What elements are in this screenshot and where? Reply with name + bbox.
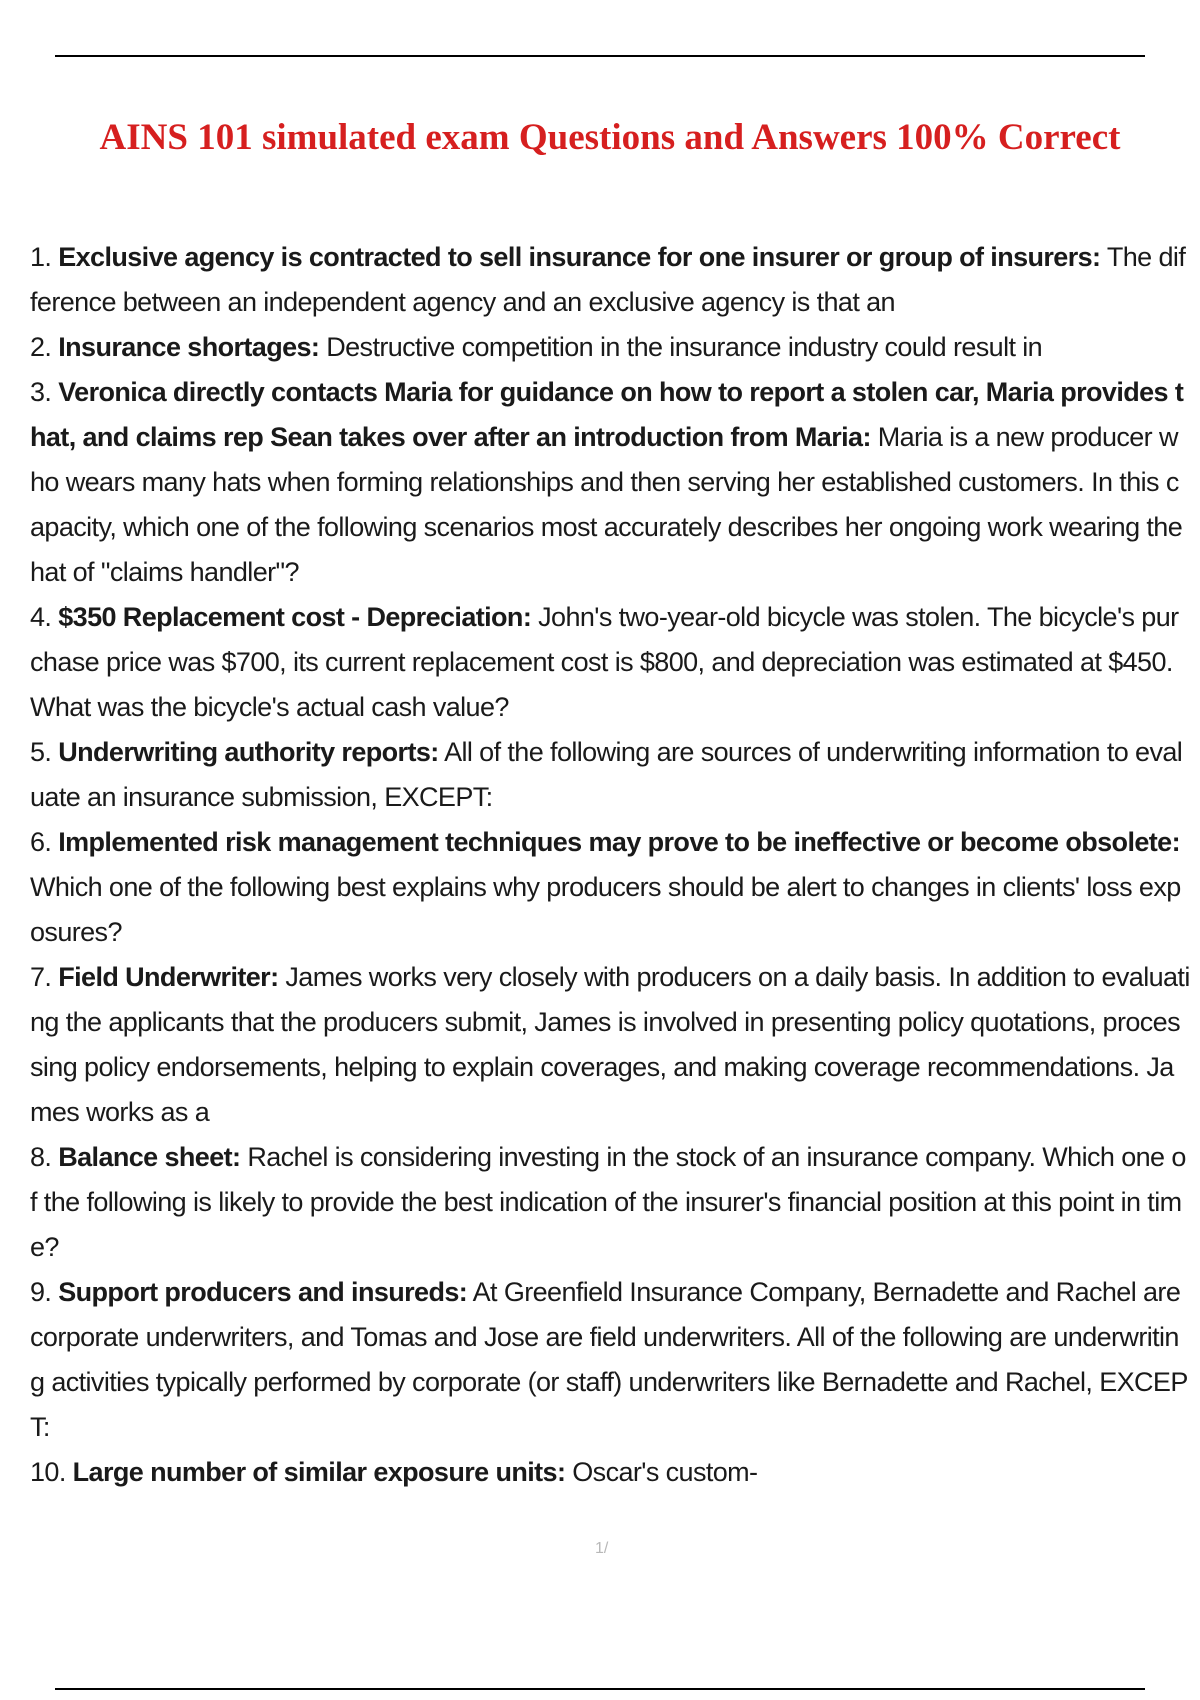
qa-item-text: Maria is a new producer who wears many hats when forming relationships and then serving her established customers. In this capacity, which one of the following scenarios most accurately describes her ongoing work wearing the hat of "claims handler"?: [30, 422, 1183, 587]
qa-item-text: John's two-year-old bicycle was stolen. The bicycle's purchase price was $700, its current replacement cost is $800, and depreciation was estimated at $450. What was the bicycle's actual cash value?: [30, 602, 1179, 722]
qa-item: [30, 325, 1190, 370]
qa-item: [30, 955, 1190, 1135]
bottom-divider: [55, 1688, 1145, 1690]
qa-item-term: Underwriting authority reports:: [58, 737, 439, 767]
qa-item-number: 10.: [30, 1457, 66, 1487]
qa-item-term: $350 Replacement cost - Depreciation:: [58, 602, 532, 632]
qa-item: [30, 370, 1190, 595]
qa-item-term: Veronica directly contacts Maria for guidance on how to report a stolen car, Maria provides that, and claims rep Sean takes over after an introduction from Maria:: [30, 377, 1184, 452]
qa-item-text: Rachel is considering investing in the stock of an insurance company. Which one of the following is likely to provide the best indication of the insurer's financial position at this point in time?: [30, 1142, 1186, 1262]
qa-item-text: At Greenfield Insurance Company, Bernadette and Rachel are corporate underwriters, and Tomas and Jose are field underwriters. All of the following are underwriting activities typically performed by corporate (or staff) underwriters like Bernadette and Rachel, EXCEPT:: [30, 1277, 1188, 1442]
qa-item-text: Destructive competition in the insurance industry could result in: [326, 332, 1043, 362]
qa-item-term: Field Underwriter:: [58, 962, 279, 992]
qa-item-term: Support producers and insureds:: [58, 1277, 468, 1307]
qa-item-text: Oscar's custom-: [572, 1457, 758, 1487]
qa-item-number: 4.: [30, 602, 52, 632]
qa-item-term: Exclusive agency is contracted to sell insurance for one insurer or group of insurers:: [58, 242, 1101, 272]
qa-item: [30, 235, 1190, 325]
qa-item-number: 6.: [30, 827, 52, 857]
qa-item-text: James works very closely with producers on a daily basis. In addition to evaluating the applicants that the producers submit, James is involved in presenting policy quotations, processing policy endorsements, helping to explain coverages, and making coverage recommendations. James works as a: [30, 962, 1190, 1127]
top-divider: [55, 55, 1145, 57]
qa-item-term: Implemented risk management techniques may prove to be ineffective or become obsolete:: [58, 827, 1180, 857]
qa-item-number: 5.: [30, 737, 52, 767]
qa-item-text: All of the following are sources of underwriting information to evaluate an insurance submission, EXCEPT:: [30, 737, 1183, 812]
qa-item: [30, 1270, 1190, 1450]
qa-item-number: 3.: [30, 377, 52, 407]
qa-item-text: Which one of the following best explains why producers should be alert to changes in clients' loss exposures?: [30, 872, 1181, 947]
qa-item-number: 8.: [30, 1142, 52, 1172]
page-number: 1/: [595, 1540, 609, 1557]
qa-item: [30, 1135, 1190, 1270]
question-answer-list: [30, 235, 1190, 1495]
qa-item: [30, 820, 1190, 955]
qa-item-term: Insurance shortages:: [58, 332, 320, 362]
qa-item-term: Balance sheet:: [58, 1142, 241, 1172]
qa-item-text: The difference between an independent agency and an exclusive agency is that an: [30, 242, 1186, 317]
document-title: AINS 101 simulated exam Questions and Answers 100% Correct: [99, 117, 1121, 158]
qa-item: [30, 730, 1190, 820]
qa-item-number: 1.: [30, 242, 52, 272]
qa-item: [30, 1450, 1190, 1495]
qa-item-number: 7.: [30, 962, 52, 992]
qa-item-number: 2.: [30, 332, 52, 362]
qa-item-number: 9.: [30, 1277, 52, 1307]
qa-item-term: Large number of similar exposure units:: [72, 1457, 566, 1487]
qa-item: [30, 595, 1190, 730]
